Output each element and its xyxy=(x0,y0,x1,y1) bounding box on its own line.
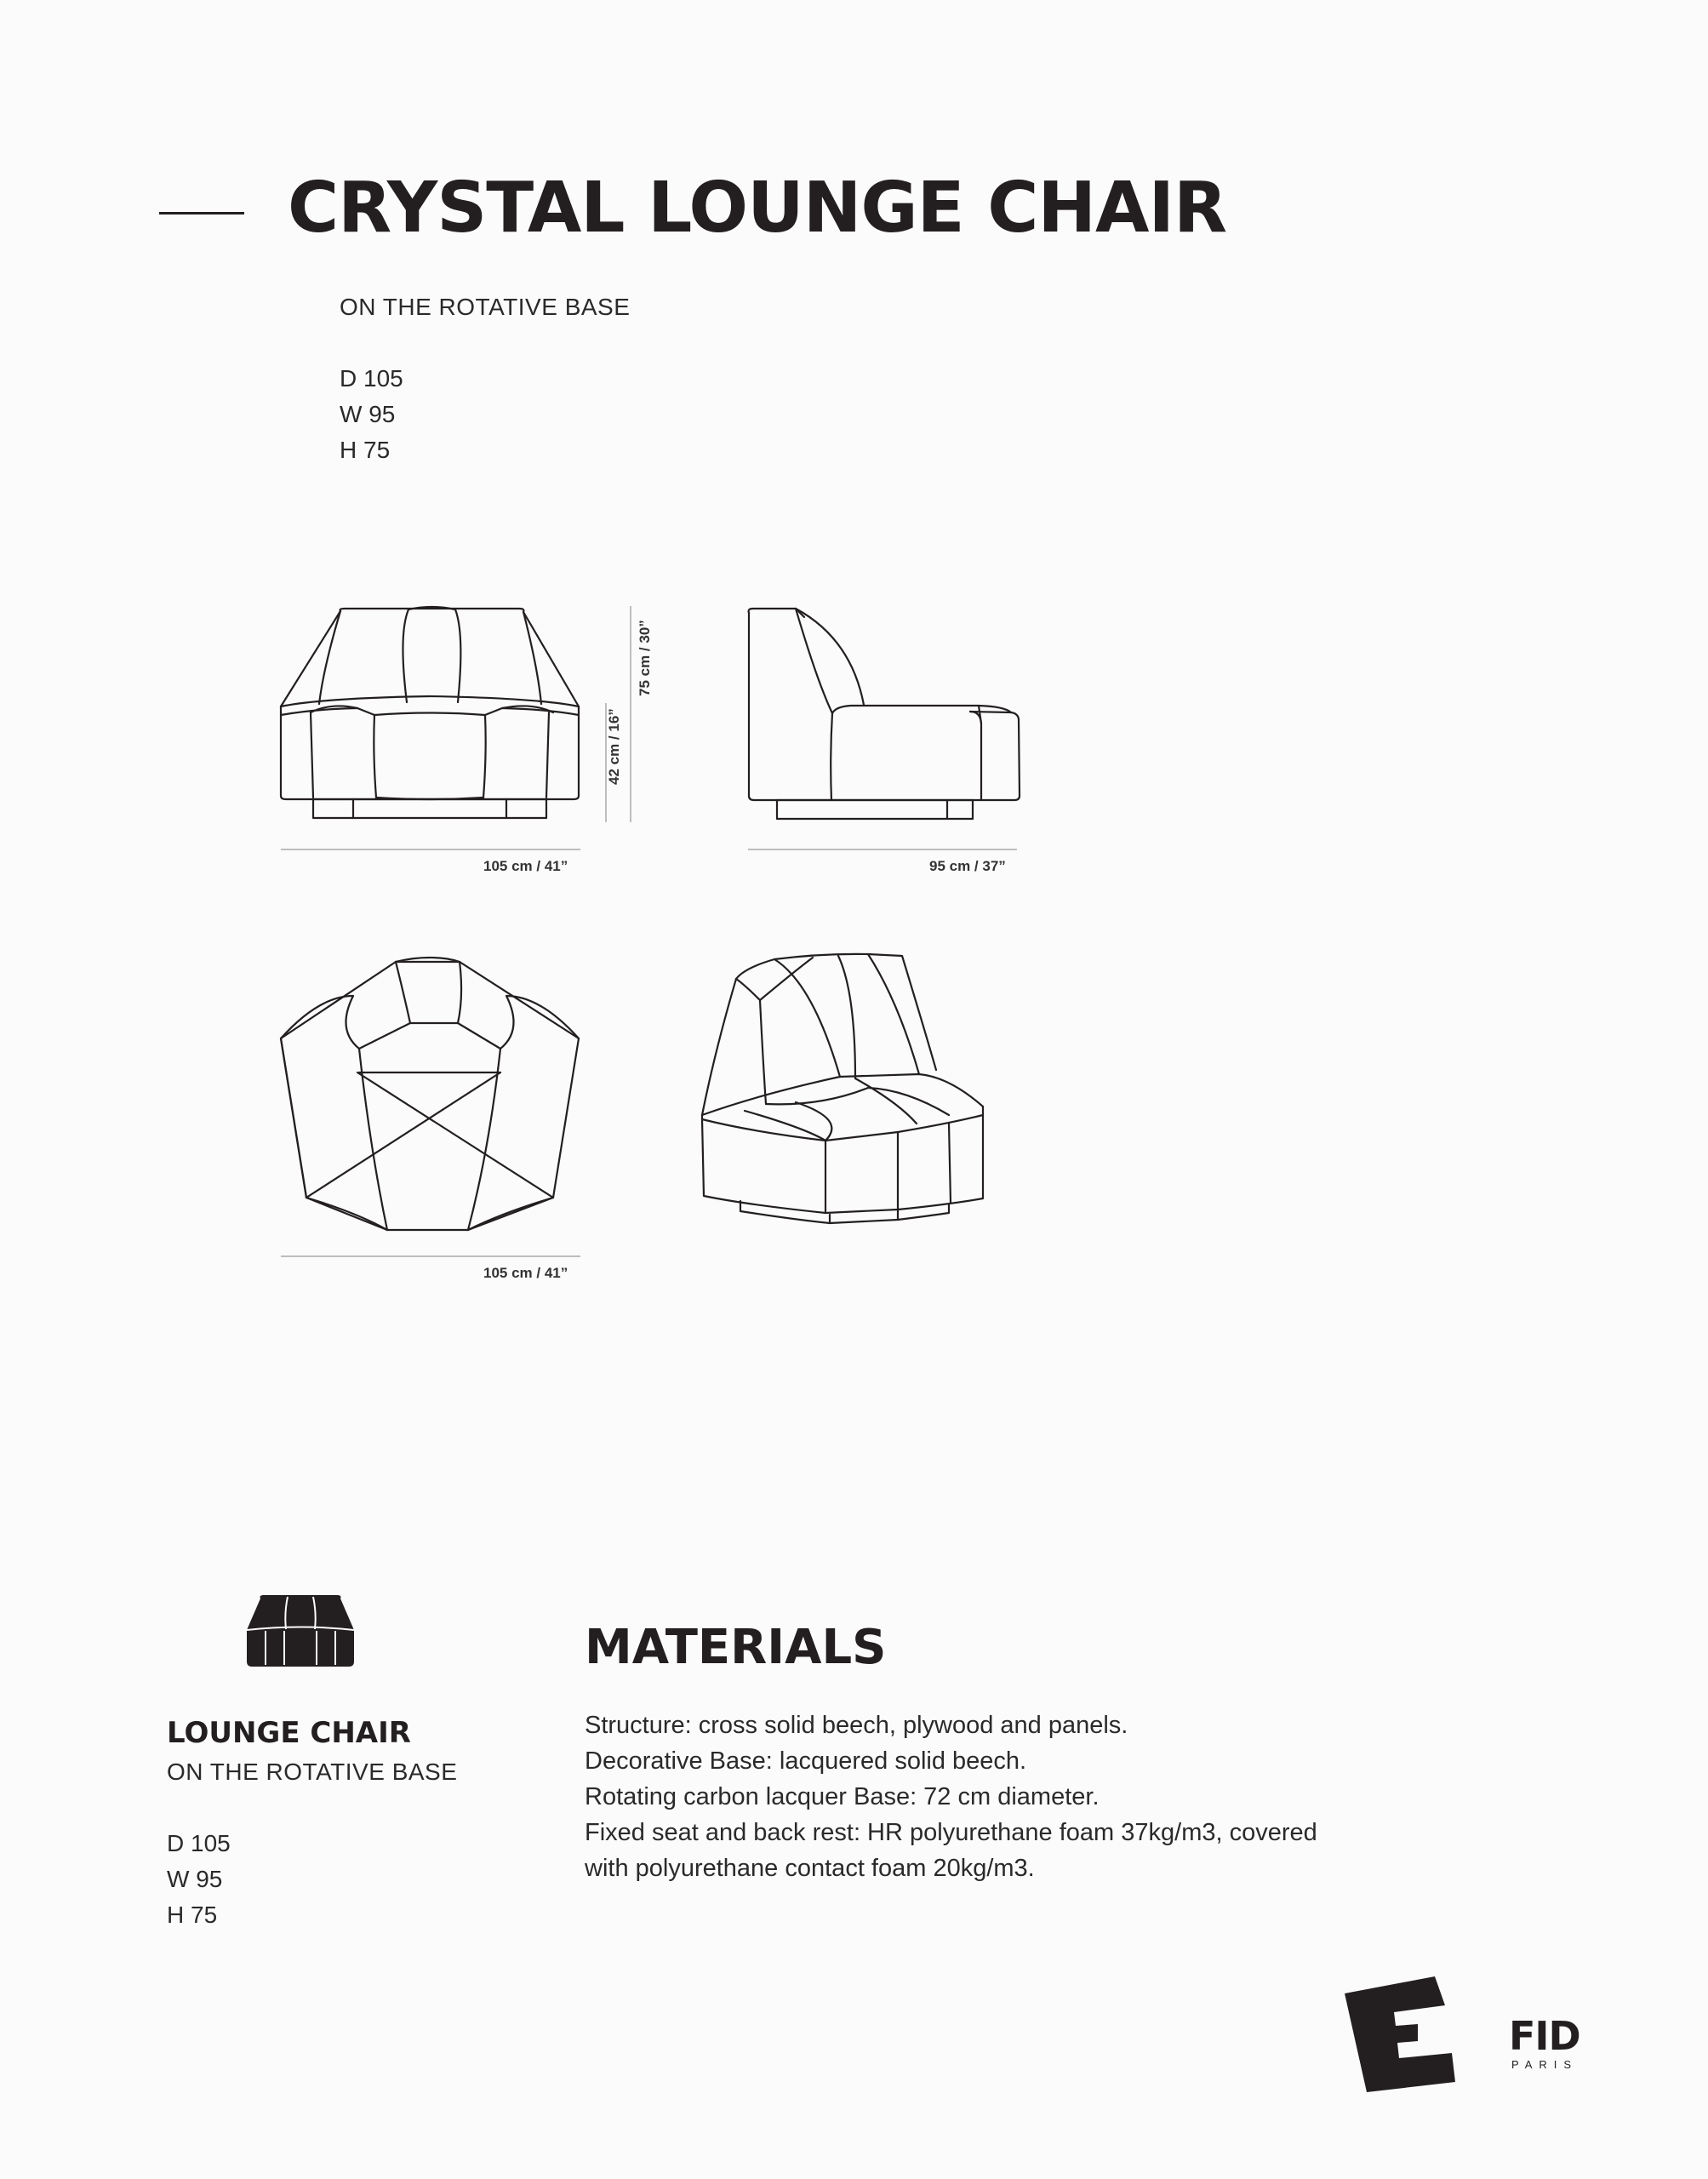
dimension-depth: D 105 xyxy=(340,365,403,392)
total-height-label: 75 cm / 30” xyxy=(637,620,653,696)
product-dimension-height: H 75 xyxy=(167,1902,218,1928)
side-view-drawing xyxy=(740,604,1025,826)
materials-line: Fixed seat and back rest: HR polyurethane foam 37kg/m3, covered xyxy=(585,1819,1317,1846)
materials-heading: MATERIALS xyxy=(585,1620,887,1675)
product-name: LOUNGE CHAIR xyxy=(167,1716,411,1750)
front-view-drawing xyxy=(272,600,587,826)
materials-line: Rotating carbon lacquer Base: 72 cm diameter. xyxy=(585,1783,1100,1810)
top-width-label: 105 cm / 41” xyxy=(483,1265,568,1281)
header-dimensions xyxy=(340,361,403,468)
materials-line: Decorative Base: lacquered solid beech. xyxy=(585,1747,1027,1775)
page-subtitle: ON THE ROTATIVE BASE xyxy=(340,294,631,320)
product-dimension-width: W 95 xyxy=(167,1866,223,1892)
perspective-view-drawing xyxy=(694,949,1051,1247)
brand-tagline: PARIS xyxy=(1511,2058,1579,2071)
front-width-dimension-line xyxy=(281,849,580,850)
materials-list xyxy=(585,1707,1317,1886)
side-width-dimension-line xyxy=(748,849,1017,850)
top-width-dimension-line xyxy=(281,1255,580,1257)
materials-line: Structure: cross solid beech, plywood and panels. xyxy=(585,1712,1128,1739)
fid-logo-icon xyxy=(1343,1975,1488,2094)
page-title: CRYSTAL LOUNGE CHAIR xyxy=(288,168,1227,249)
brand-name: FID xyxy=(1509,2013,1580,2059)
front-width-label: 105 cm / 41” xyxy=(483,858,568,874)
dimension-width: W 95 xyxy=(340,401,396,427)
materials-line: with polyurethane contact foam 20kg/m3. xyxy=(585,1855,1035,1882)
seat-height-label: 42 cm / 16” xyxy=(606,708,622,785)
product-subtitle: ON THE ROTATIVE BASE xyxy=(167,1759,458,1785)
lounge-chair-thumbnail-icon xyxy=(245,1592,356,1670)
side-width-label: 95 cm / 37” xyxy=(929,858,1006,874)
title-rule xyxy=(159,212,244,214)
dimension-height: H 75 xyxy=(340,437,391,463)
product-dimension-depth: D 105 xyxy=(167,1830,231,1856)
product-dimensions xyxy=(167,1826,231,1933)
total-height-dimension-line xyxy=(630,606,631,822)
top-view-drawing xyxy=(272,953,587,1234)
